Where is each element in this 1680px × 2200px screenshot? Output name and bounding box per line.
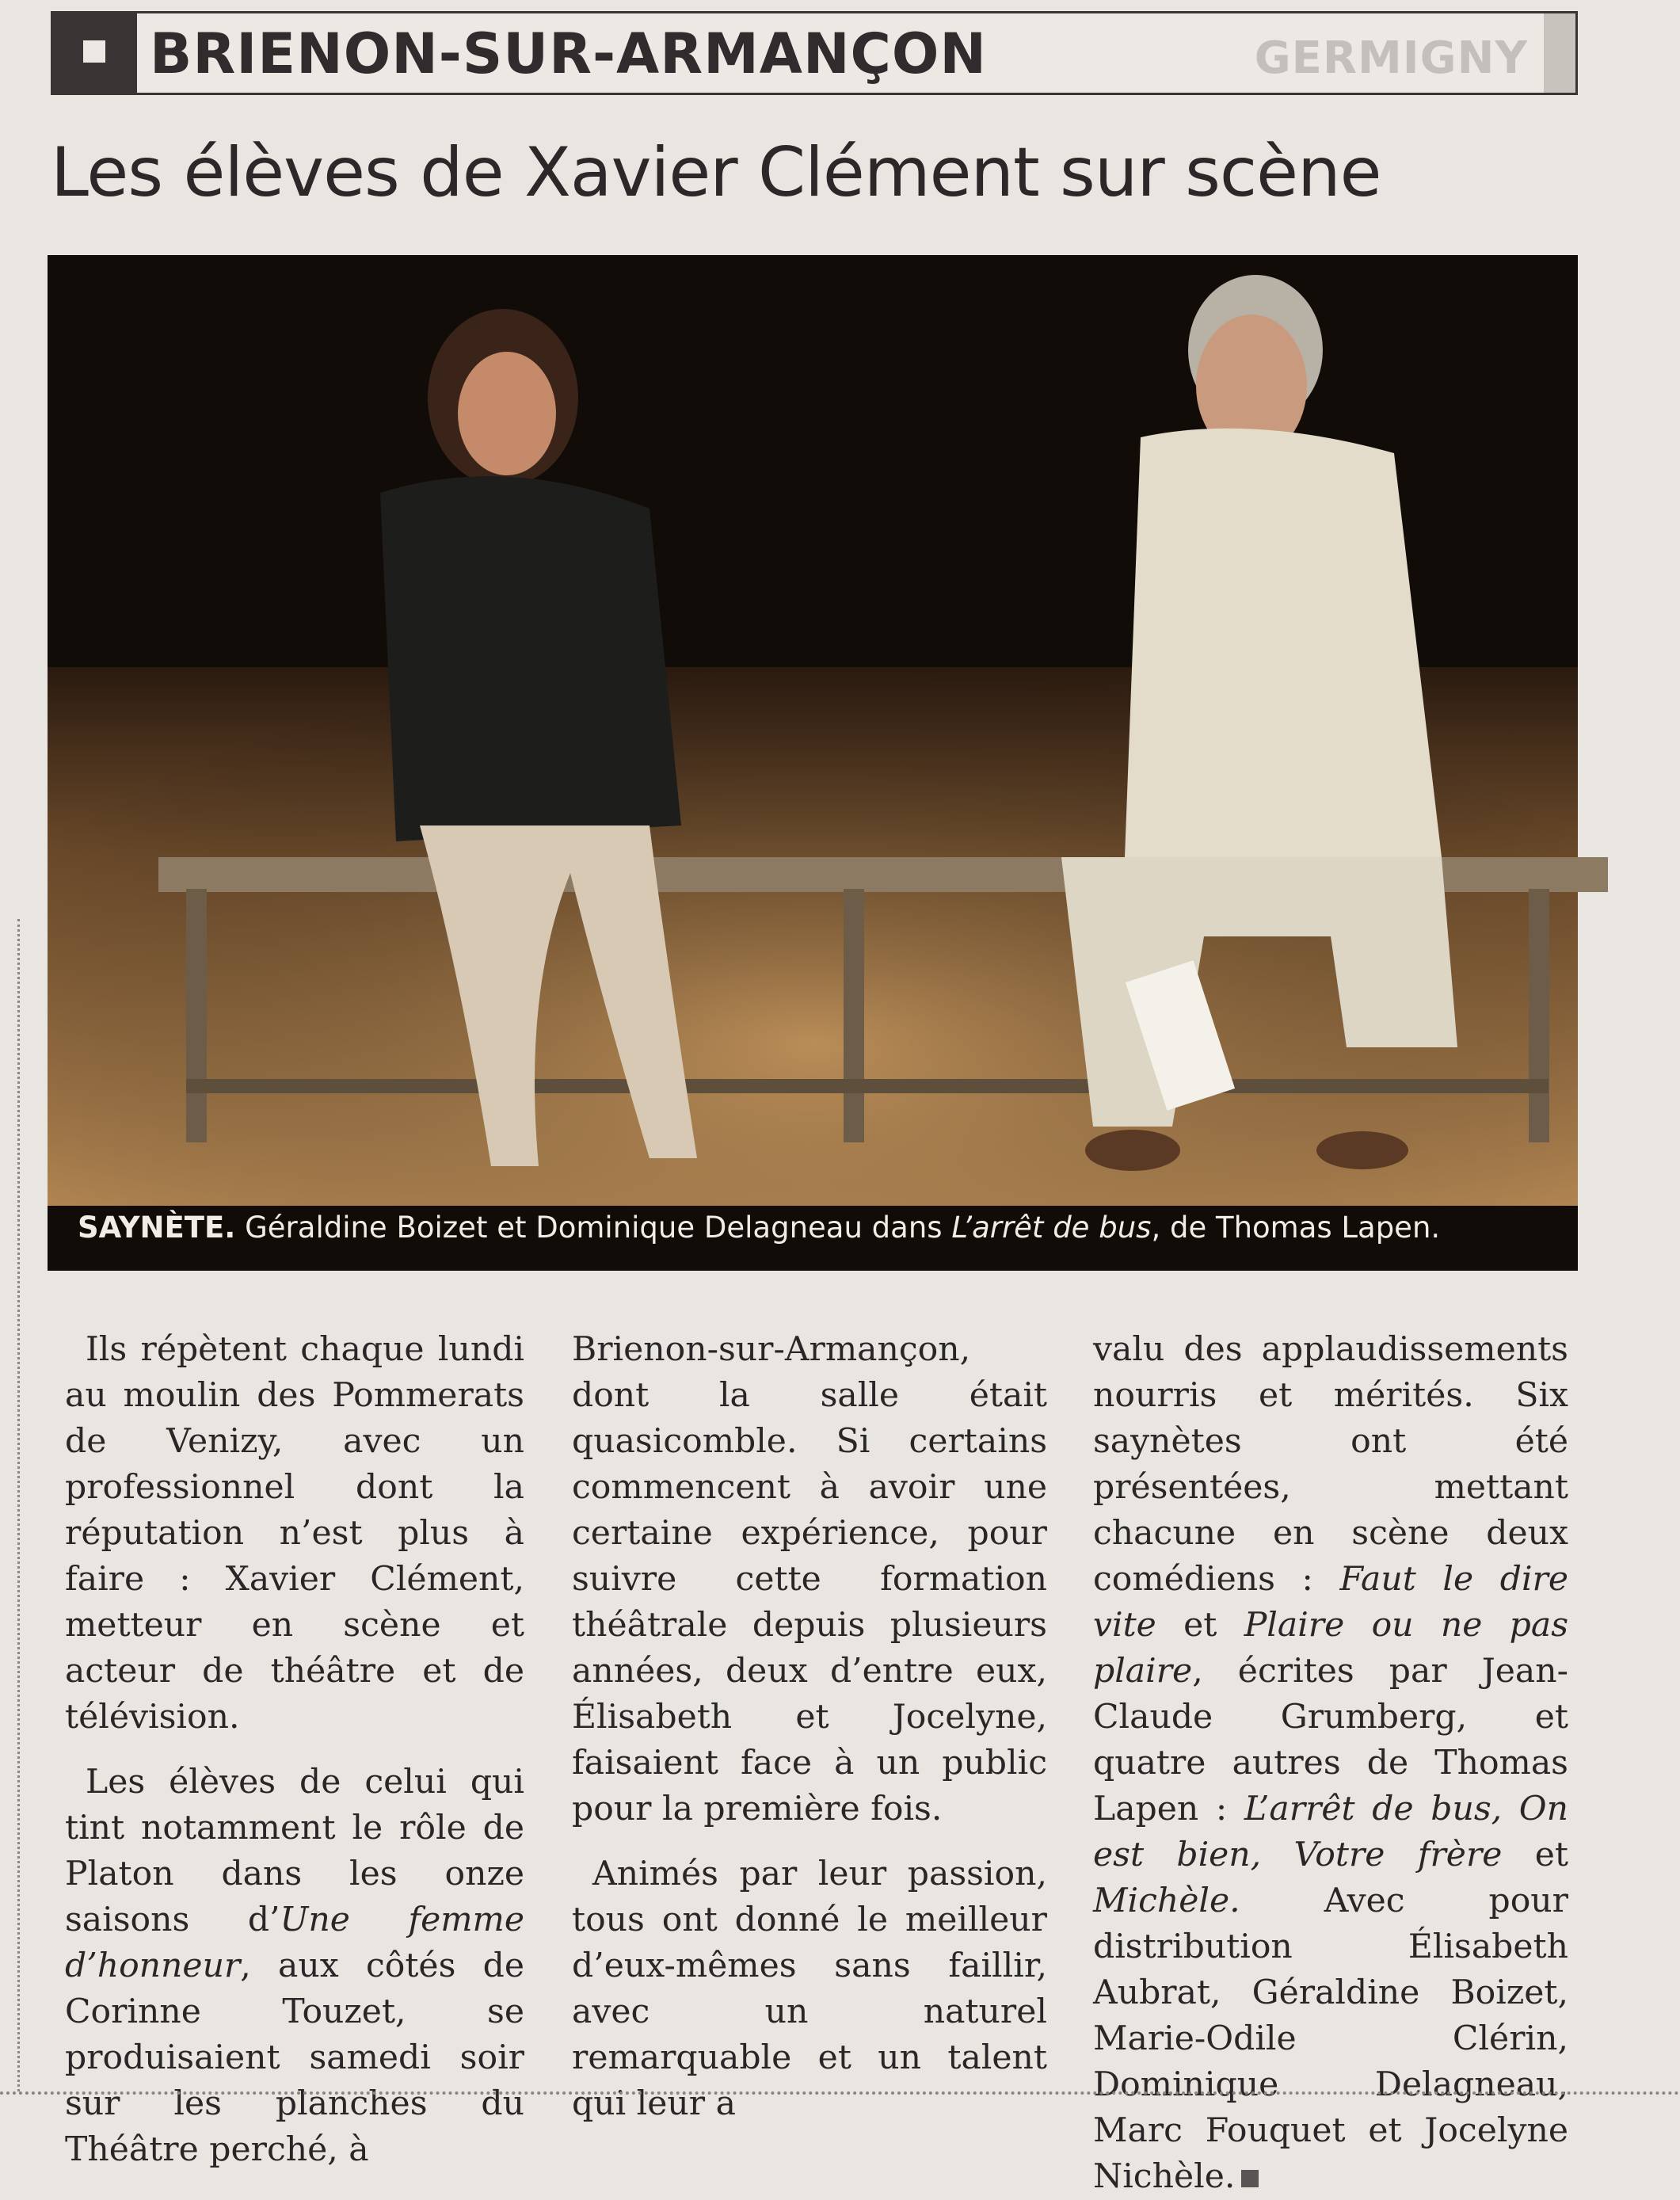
end-of-article-icon <box>1241 2170 1259 2187</box>
paragraph: Brienon-sur-Armançon, dont la salle était quasicomble. Si certains commencent à avoir une certaine expérience, pour suivre cette formation théâtrale depuis plusieurs années, deux d’entre eux, Élisabeth et Jocelyne, faisaient face à un public pour la première fois. <box>572 1330 1047 1828</box>
section-marker-icon <box>53 13 137 93</box>
text-run: , écrites par Jean-Claude Grumberg, et quatre autres de Thomas Lapen : <box>1093 1652 1568 1828</box>
text-run: et <box>1156 1606 1244 1645</box>
neighbor-section-marker-icon <box>1544 13 1575 93</box>
caption-text: Géraldine Boizet et Dominique Delagneau dans <box>235 1211 952 1245</box>
text-run: Avec pour distribution Élisabeth Aubrat, Géraldine Boizet, Marie-Odile Clérin, Dominique Delagneau, Marc Fouquet et Jocelyne Nichèle. <box>1093 1882 1568 2196</box>
paragraph: Animés par leur passion, tous ont donné le meilleur d’eux-mêmes sans faillir, avec un naturel remarquable et un talent qui leur a <box>572 1855 1047 2123</box>
page-divider <box>0 2091 1680 2095</box>
text-run: Les élèves de celui qui tint notamment le rôle de Platon dans les onze saisons d’ <box>65 1763 524 1939</box>
column-divider <box>17 919 20 2091</box>
text-run: valu des applaudissements nourris et mérités. Six saynètes ont été présentées, mettant chacune en scène deux comédiens : <box>1093 1330 1568 1599</box>
text-run: et <box>1502 1836 1568 1874</box>
caption-lead: SAYNÈTE. <box>78 1211 236 1245</box>
stage-photo-illustration <box>48 255 1578 1271</box>
article-column-2 <box>572 1327 1047 2127</box>
paragraph <box>65 1760 524 2173</box>
article-headline: Les élèves de Xavier Clément sur scène <box>51 133 1381 212</box>
neighbor-section-title: GERMIGNY <box>1254 32 1528 84</box>
paragraph: Ils répètent chaque lundi au moulin des Pommerats de Venizy, avec un professionnel dont la réputation n’est plus à faire : Xavier Clément, metteur en scène et acteur de théâtre et de télévision. <box>65 1330 524 1737</box>
play-title: Michèle. <box>1093 1882 1240 1920</box>
play-title: Faut le dire vite <box>1093 1560 1569 1645</box>
text-run: , aux côtés de Corinne Touzet, se produisaient samedi soir sur les planches du Théâtre perché, à <box>65 1946 524 2169</box>
article-photo <box>48 255 1578 1271</box>
section-title: BRIENON-SUR-ARMANÇON <box>150 21 988 86</box>
caption-tail: , de Thomas Lapen. <box>1151 1211 1441 1245</box>
section-header <box>51 11 1578 95</box>
article-column-1 <box>65 1327 524 2173</box>
paragraph <box>1093 1327 1568 2200</box>
photo-caption <box>78 1211 1440 1245</box>
article-column-3 <box>1093 1327 1568 2200</box>
caption-play-title: L’arrêt de bus <box>951 1211 1152 1245</box>
play-title: L’arrêt de bus, On est bien, Votre frère <box>1093 1790 1568 1874</box>
play-title: Plaire ou ne pas plaire <box>1093 1606 1569 1691</box>
show-title: Une femme d’honneur <box>65 1901 524 1985</box>
